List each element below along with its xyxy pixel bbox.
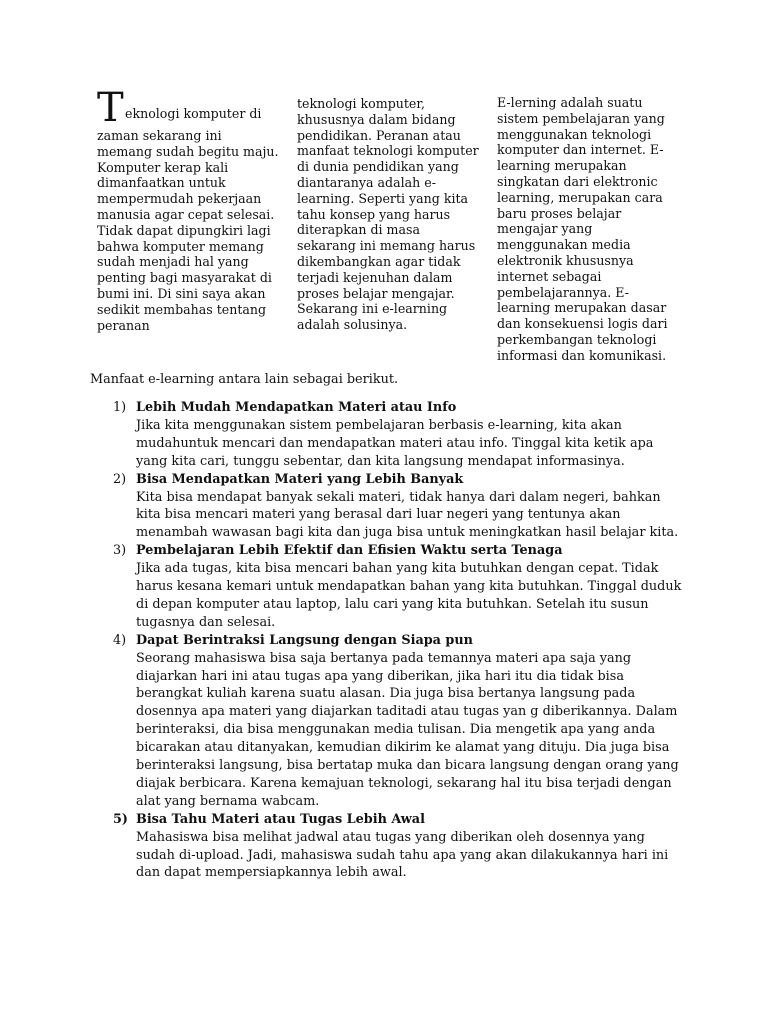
item-line: dosennya apa materi yang diajarkan taditadi atau tugas yan g diberikannya. Dalam <box>136 704 678 720</box>
column-3-line: baru proses belajar <box>497 205 622 221</box>
item-line: Jika ada tugas, kita bisa mencari bahan yang kita butuhkan dengan cepat. Tidak <box>136 561 659 577</box>
column-1-line: bahwa komputer memang <box>97 238 264 254</box>
dropcap-letter: T <box>97 85 124 131</box>
column-1-line: mempermudah pekerjaan <box>97 191 262 207</box>
column-2-line: terjadi kejenuhan dalam <box>297 269 453 285</box>
column-1-line: peranan <box>97 317 150 333</box>
column-1 <box>97 85 279 333</box>
column-2-line: Sekarang ini e-learning <box>297 301 448 317</box>
item-line: bicarakan atau ditanyakan, kemudian dikirim ke alamat yang dituju. Dia juga bisa <box>136 740 670 756</box>
item-line: diajak berbicara. Karena kemajuan teknologi, sekarang hal itu bisa terjadi dengan <box>136 775 672 791</box>
column-3-line: mengajar yang <box>497 221 593 237</box>
column-3-line: learning merupakan <box>497 158 627 174</box>
column-3-line: learning merupakan dasar <box>497 300 667 316</box>
item-line: yang kita cari, tunggu sebentar, dan kita langsung mendapat informasinya. <box>136 453 625 469</box>
column-3-line: komputer dan internet. E- <box>497 142 664 158</box>
item-number: 2) <box>113 471 127 487</box>
item-title: Lebih Mudah Mendapatkan Materi atau Info <box>136 400 457 415</box>
benefits-list <box>0 399 768 882</box>
list-item <box>0 399 768 471</box>
item-number: 1) <box>113 400 127 415</box>
list-item <box>0 542 768 632</box>
item-line: menambah wawasan bagi kita dan juga bisa untuk meningkatkan hasil belajar kita. <box>136 525 679 541</box>
column-3 <box>497 95 677 364</box>
item-line: dan dapat mempersiapkannya lebih awal. <box>136 865 407 881</box>
item-line: Seorang mahasiswa bisa saja bertanya pada temannya materi apa saja yang <box>136 650 632 666</box>
item-line: sudah di-upload. Jadi, mahasiswa sudah tahu apa yang akan dilakukannya hari ini <box>136 847 669 863</box>
item-number: 4) <box>113 632 127 648</box>
column-3-line: elektronik khususnya <box>497 252 634 268</box>
column-2-line: di dunia pendidikan yang <box>297 159 459 175</box>
item-line: tugasnya dan selesai. <box>136 614 276 630</box>
item-line: berinteraksi langsung, bisa bertatap muka dan bicara langsung dengan orang yang <box>136 758 679 774</box>
item-line: harus kesana kemari untuk mendapatkan bahan yang kita butuhkan. Tinggal duduk <box>136 579 682 595</box>
column-2 <box>297 96 482 333</box>
column-1-line: sedikit membahas tentang <box>97 301 267 317</box>
column-2-line: khususnya dalam bidang <box>297 111 456 127</box>
column-3-line: menggunakan teknologi <box>497 126 652 142</box>
column-3-line: learning, merupakan cara <box>497 189 663 205</box>
item-line: Jika kita menggunakan sistem pembelajaran berbasis e-learning, kita akan <box>136 417 622 433</box>
column-3-line: dan konsekuensi logis dari <box>497 316 668 332</box>
item-body <box>136 632 768 811</box>
column-2-line: adalah solusinya. <box>297 317 408 333</box>
item-title: Bisa Tahu Materi atau Tugas Lebih Awal <box>136 811 425 827</box>
column-2-line: tahu konsep yang harus <box>297 206 451 222</box>
column-1-line: sudah menjadi hal yang <box>97 254 249 270</box>
column-3-line: E-lerning adalah suatu <box>497 95 643 110</box>
column-1-line: bumi ini. Di sini saya akan <box>97 285 266 301</box>
column-2-line: proses belajar mengajar. <box>297 285 455 301</box>
column-1-line: dimanfaatkan untuk <box>97 175 226 191</box>
column-1-line: zaman sekarang ini <box>97 128 222 143</box>
item-line: di depan komputer atau laptop, lalu cari yang kita butuhkan. Setelah itu susun <box>136 596 649 612</box>
item-line: Kita bisa mendapat banyak sekali materi, tidak hanya dari dalam negeri, bahkan <box>136 489 661 505</box>
item-number: 3) <box>113 543 127 559</box>
column-2-line: diantaranya adalah e- <box>297 174 436 190</box>
item-line: Mahasiswa bisa melihat jadwal atau tugas yang diberikan oleh dosennya yang <box>136 829 645 845</box>
item-line: alat yang bernama wabcam. <box>136 793 320 809</box>
item-title: Dapat Berintraksi Langsung dengan Siapa pun <box>136 632 473 648</box>
column-3-line: menggunakan media <box>497 237 631 253</box>
column-3-line: singkatan dari elektronic <box>497 173 658 189</box>
column-1-line: Tidak dapat dipungkiri lagi <box>97 222 271 238</box>
dropcap-line <box>97 85 277 131</box>
column-2-line: dikembangkan agar tidak <box>297 253 461 269</box>
column-2-line: diterapkan di masa <box>297 222 420 238</box>
item-line: diajarkan hari ini atau tugas apa yang diberikan, jika hari itu dia tidak bisa <box>136 668 624 684</box>
list-item <box>0 632 768 811</box>
column-1-line: penting bagi masyarakat di <box>97 270 272 286</box>
column-2-line: learning. Seperti yang kita <box>297 190 469 206</box>
column-3-line: pembelajarannya. E- <box>497 284 629 300</box>
column-3-line: informasi dan komunikasi. <box>497 347 667 363</box>
column-1-line: Komputer kerap kali <box>97 159 229 175</box>
column-3-line: perkembangan teknologi <box>497 331 657 347</box>
list-item <box>0 471 768 543</box>
column-3-line: sistem pembelajaran yang <box>497 110 665 126</box>
item-title: Bisa Mendapatkan Materi yang Lebih Banyak <box>136 471 464 487</box>
item-number: 5) <box>113 811 128 827</box>
column-1-first-line: eknologi komputer di <box>125 106 262 121</box>
item-line: berinteraksi, dia bisa menggunakan media tulisan. Dia mengetik apa yang anda <box>136 722 656 738</box>
column-2-line: sekarang ini memang harus <box>297 238 476 254</box>
item-line: mudahuntuk mencari dan mendapatkan materi atau info. Tinggal kita ketik apa <box>136 435 654 451</box>
column-2-line: teknologi komputer, <box>297 96 426 111</box>
list-intro: Manfaat e-learning antara lain sebagai berikut. <box>90 372 399 387</box>
column-3-line: internet sebagai <box>497 268 602 284</box>
item-title: Pembelajaran Lebih Efektif dan Efisien Waktu serta Tenaga <box>136 543 563 559</box>
list-item <box>0 811 768 883</box>
item-line: kita bisa mencari materi yang berasal dari luar negeri yang tentunya akan <box>136 507 621 523</box>
column-2-line: manfaat teknologi komputer <box>297 143 479 159</box>
item-line: berangkat kuliah karena suatu alasan. Dia juga bisa bertanya langsung pada <box>136 686 636 702</box>
column-1-line: memang sudah begitu maju. <box>97 143 279 159</box>
column-2-line: pendidikan. Peranan atau <box>297 127 461 143</box>
column-1-line: manusia agar cepat selesai. <box>97 206 275 222</box>
